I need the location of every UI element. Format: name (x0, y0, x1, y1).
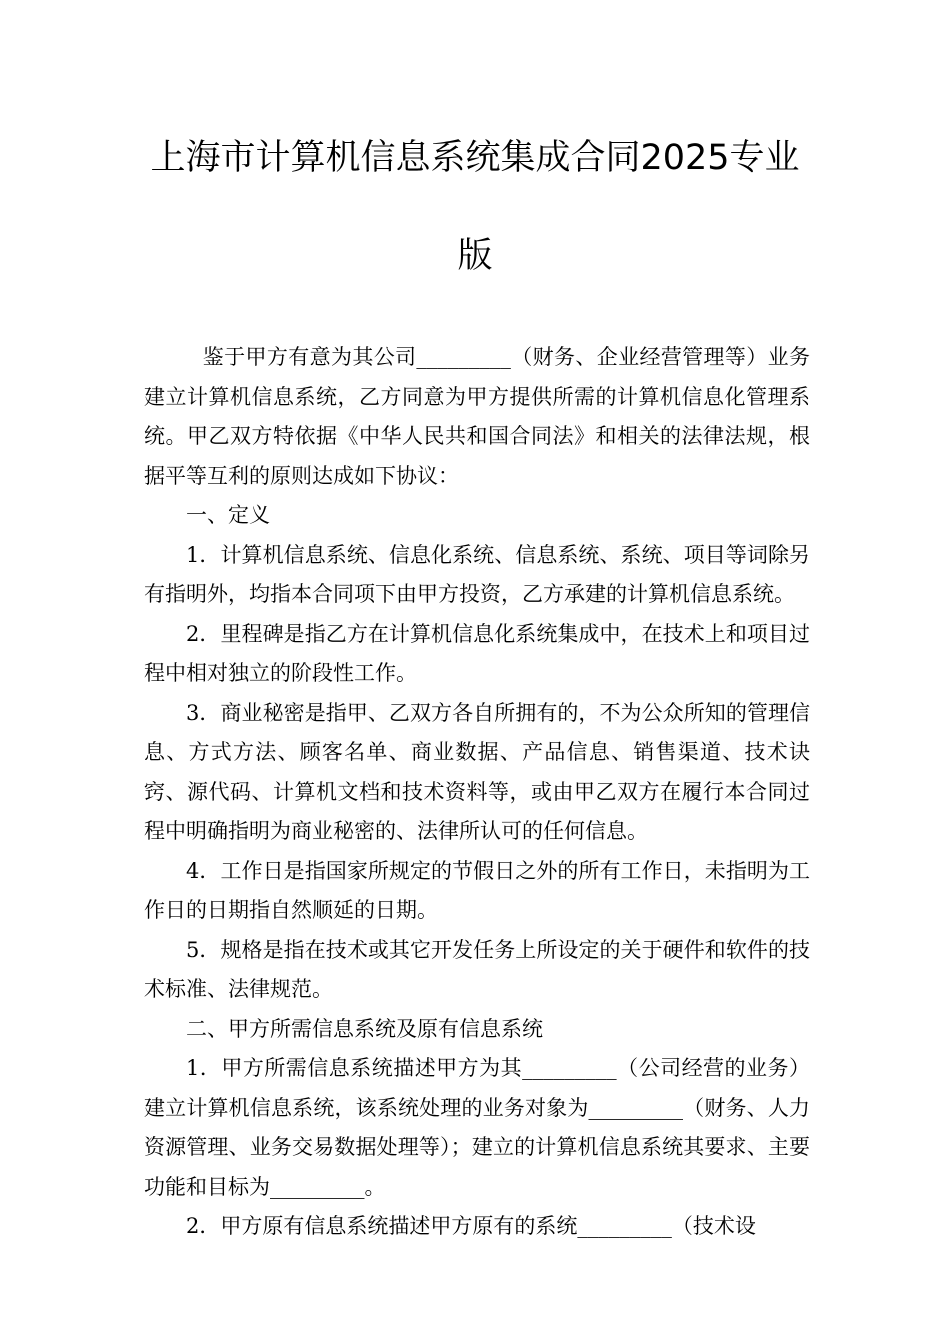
definition-item-5: 5．规格是指在技术或其它开发任务上所设定的关于硬件和软件的技术标准、法律规范。 (144, 937, 810, 1001)
definition-item-3: 3．商业秘密是指甲、乙双方各自所拥有的，不为公众所知的管理信息、方式方法、顾客名单、商业数据、产品信息、销售渠道、技术诀窍、源代码、计算机文档和技术资料等，或由甲乙双方在履行本合同过程中明确指明为商业秘密的、法律所认可的任何信息。 (144, 700, 810, 843)
definition-item-1: 1．计算机信息系统、信息化系统、信息系统、系统、项目等词除另有指明外，均指本合同项下由甲方投资，乙方承建的计算机信息系统。 (144, 542, 810, 606)
document-title-line-1: 上海市计算机信息系统集成合同2025专业 (150, 138, 800, 178)
systems-item-1: 1．甲方所需信息系统描述甲方为其_________（公司经营的业务）建立计算机信息系统，该系统处理的业务对象为_________（财务、人力资源管理、业务交易数据处理等）；建立的计算机信息系统其要求、主要功能和目标为_________。 (144, 1056, 810, 1199)
definition-item-4: 4．工作日是指国家所规定的节假日之外的所有工作日，未指明为工作日的日期指自然顺延的日期。 (144, 858, 810, 922)
preamble-paragraph: 鉴于甲方有意为其公司_________（财务、企业经营管理等）业务建立计算机信息系统，乙方同意为甲方提供所需的计算机信息化管理系统。甲乙双方特依据《中华人民共和国合同法》和相关的法律法规，根据平等互利的原则达成如下协议： (144, 345, 810, 488)
document-body (144, 338, 810, 1247)
section-heading-definitions: 一、定义 (186, 503, 270, 527)
section-heading-systems: 二、甲方所需信息系统及原有信息系统 (186, 1016, 543, 1041)
systems-item-2: 2．甲方原有信息系统描述甲方原有的系统_________（技术设 (186, 1214, 756, 1238)
definition-item-2: 2．里程碑是指乙方在计算机信息化系统集成中，在技术上和项目过程中相对独立的阶段性工作。 (144, 621, 810, 685)
document-title-line-2: 版 (457, 236, 493, 276)
